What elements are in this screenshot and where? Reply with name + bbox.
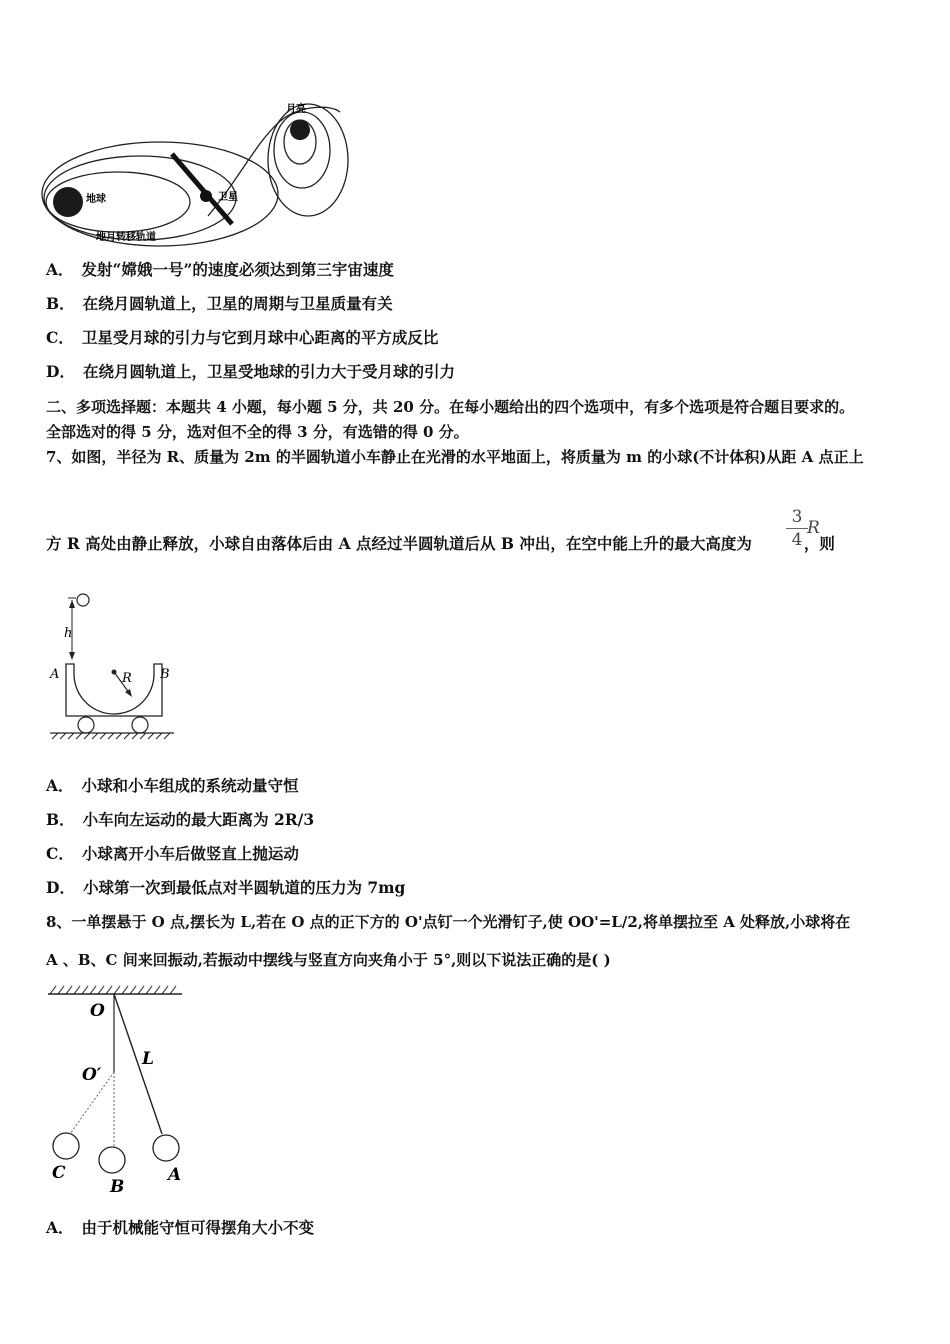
pendulum-figure: [42, 980, 192, 1198]
bob-a: [153, 1135, 179, 1161]
q7-option-d: D． 小球第一次到最低点对半圆轨道的压力为 7mg: [46, 878, 406, 897]
q6-option-c: C． 卫星受月球的引力与它到月球中心距离的平方成反比: [46, 328, 439, 347]
q7-fraction-variable: R: [807, 518, 820, 538]
moon: [290, 120, 310, 140]
a-label: A: [50, 667, 60, 682]
r-label: R: [122, 671, 132, 686]
earth: [53, 187, 83, 217]
half-circle-car-figure: [44, 588, 184, 744]
q6-option-d: D． 在绕月圆轨道上，卫星受地球的引力大于受月球的引力: [46, 362, 455, 381]
earth-moon-orbit-figure: [40, 98, 360, 248]
string-a: [114, 994, 162, 1134]
orbit-label: 地月转移轨道: [96, 232, 156, 243]
wheel-right: [132, 717, 148, 733]
q7-stem-line1: 7、如图，半径为 R、质量为 2m 的半圆轨道小车静止在光滑的水平地面上，将质量为 m 的小球(不计体积)从距 A 点正上: [46, 448, 864, 466]
c-label: C: [52, 1163, 66, 1183]
earth-label: 地球: [86, 194, 106, 205]
moon-label: 月亮: [286, 104, 306, 115]
q8-option-a: A． 由于机械能守恒可得摆角大小不变: [46, 1218, 315, 1237]
b-label: B: [160, 667, 170, 682]
satellite: [200, 190, 212, 202]
section2-heading-line2: 全部选对的得 5 分，选对但不全的得 3 分，有选错的得 0 分。: [46, 423, 469, 441]
q7-stem-line2: 方 R 高处由静止释放，小球自由落体后由 A 点经过半圆轨道后从 B 冲出，在空中能上升的最大高度为 ，则: [46, 534, 835, 553]
q8-stem-line2: A 、B、C 间来回振动,若振动中摆线与竖直方向夹角小于 5°,则以下说法正确的是( ): [46, 951, 611, 969]
a-label: A: [168, 1165, 182, 1185]
bob-c: [53, 1133, 79, 1159]
satellite-panel: [172, 154, 232, 224]
q7-option-a: A． 小球和小车组成的系统动量守恒: [46, 776, 299, 795]
h-label: h: [64, 626, 73, 641]
q7-option-c: C． 小球离开小车后做竖直上抛运动: [46, 844, 299, 863]
o-label: O: [90, 1001, 105, 1021]
falling-ball: [77, 594, 89, 606]
q7-fraction: 3 4: [786, 508, 808, 549]
satellite-label: 卫星: [218, 192, 238, 203]
wheel-left: [78, 717, 94, 733]
q6-option-a: A． 发射“嫦娥一号”的速度必须达到第三宇宙速度: [46, 260, 394, 279]
moon-orbit-outer: [268, 104, 348, 216]
section2-heading-line1: 二、多项选择题：本题共 4 小题，每小题 5 分，共 20 分。在每小题给出的四个选项中，有多个选项是符合题目要求的。: [46, 398, 855, 416]
bob-b: [99, 1147, 125, 1173]
q8-stem-line1: 8、一单摆悬于 O 点,摆长为 L,若在 O 点的正下方的 O'点钉一个光滑钉子,使 OO'=L/2,将单摆拉至 A 处释放,小球将在: [46, 913, 851, 931]
q6-option-b: B． 在绕月圆轨道上，卫星的周期与卫星质量有关: [46, 294, 393, 313]
b-label: B: [110, 1177, 125, 1197]
q7-option-b: B． 小车向左运动的最大距离为 2R/3: [46, 810, 315, 829]
o-prime-label: O′: [82, 1065, 102, 1085]
l-label: L: [142, 1049, 154, 1069]
